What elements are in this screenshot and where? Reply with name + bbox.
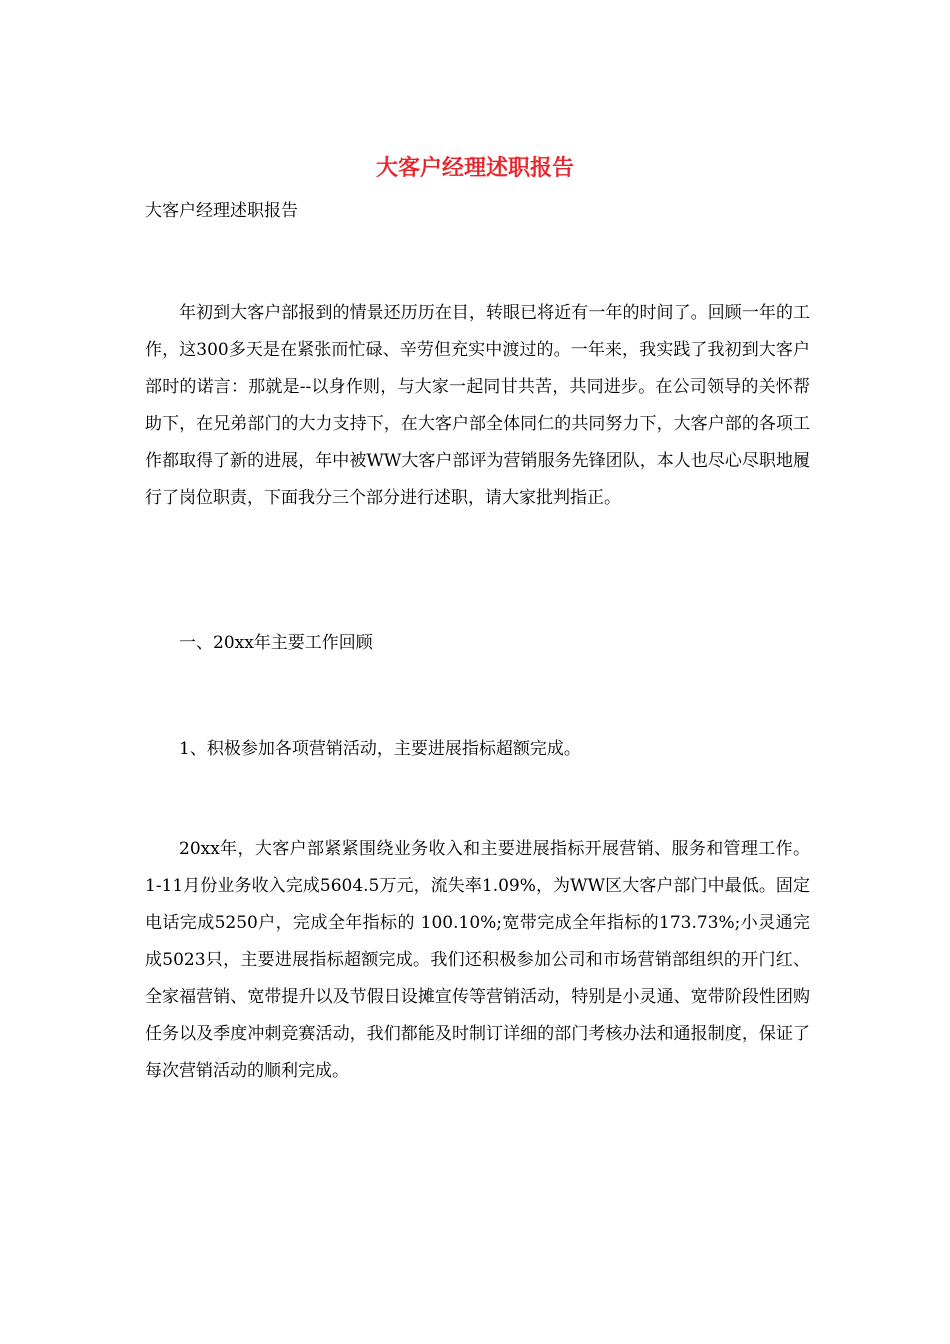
intro-paragraph: 年初到大客户部报到的情景还历历在目，转眼已将近有一年的时间了。回顾一年的工作，这300多天是在紧张而忙碌、辛劳但充实中渡过的。一年来，我实践了我初到大客户部时的诺言：那就是--以身作则，与大家一起同甘共苦，共同进步。在公司领导的关怀帮助下，在兄弟部门的大力支持下，在大客户部全体同仁的共同努力下，大客户部的各项工作都取得了新的进展，年中被WW大客户部评为营销服务先锋团队，本人也尽心尽职地履行了岗位职责，下面我分三个部分进行述职，请大家批判指正。 bbox=[145, 303, 810, 508]
subsection-heading: 1、积极参加各项营销活动，主要进展指标超额完成。 bbox=[179, 739, 581, 759]
document-subtitle: 大客户经理述职报告 bbox=[145, 201, 298, 221]
section-heading: 一、20xx年主要工作回顾 bbox=[179, 633, 373, 653]
body-paragraph: 20xx年，大客户部紧紧围绕业务收入和主要进展指标开展营销、服务和管理工作。1-11月份业务收入完成5604.5万元，流失率1.09%，为WW区大客户部门中最低。固定电话完成5250户，完成全年指标的 100.10%;宽带完成全年指标的173.73%;小灵通完成5023只，主要进展指标超额完成。我们还积极参加公司和市场营销部组织的开门红、全家福营销、宽带提升以及节假日设摊宣传等营销活动，特别是小灵通、宽带阶段性团购任务以及季度冲刺竞赛活动，我们都能及时制订详细的部门考核办法和通报制度，保证了每次营销活动的顺利完成。 bbox=[145, 839, 810, 1081]
document-title: 大客户经理述职报告 bbox=[375, 155, 574, 181]
